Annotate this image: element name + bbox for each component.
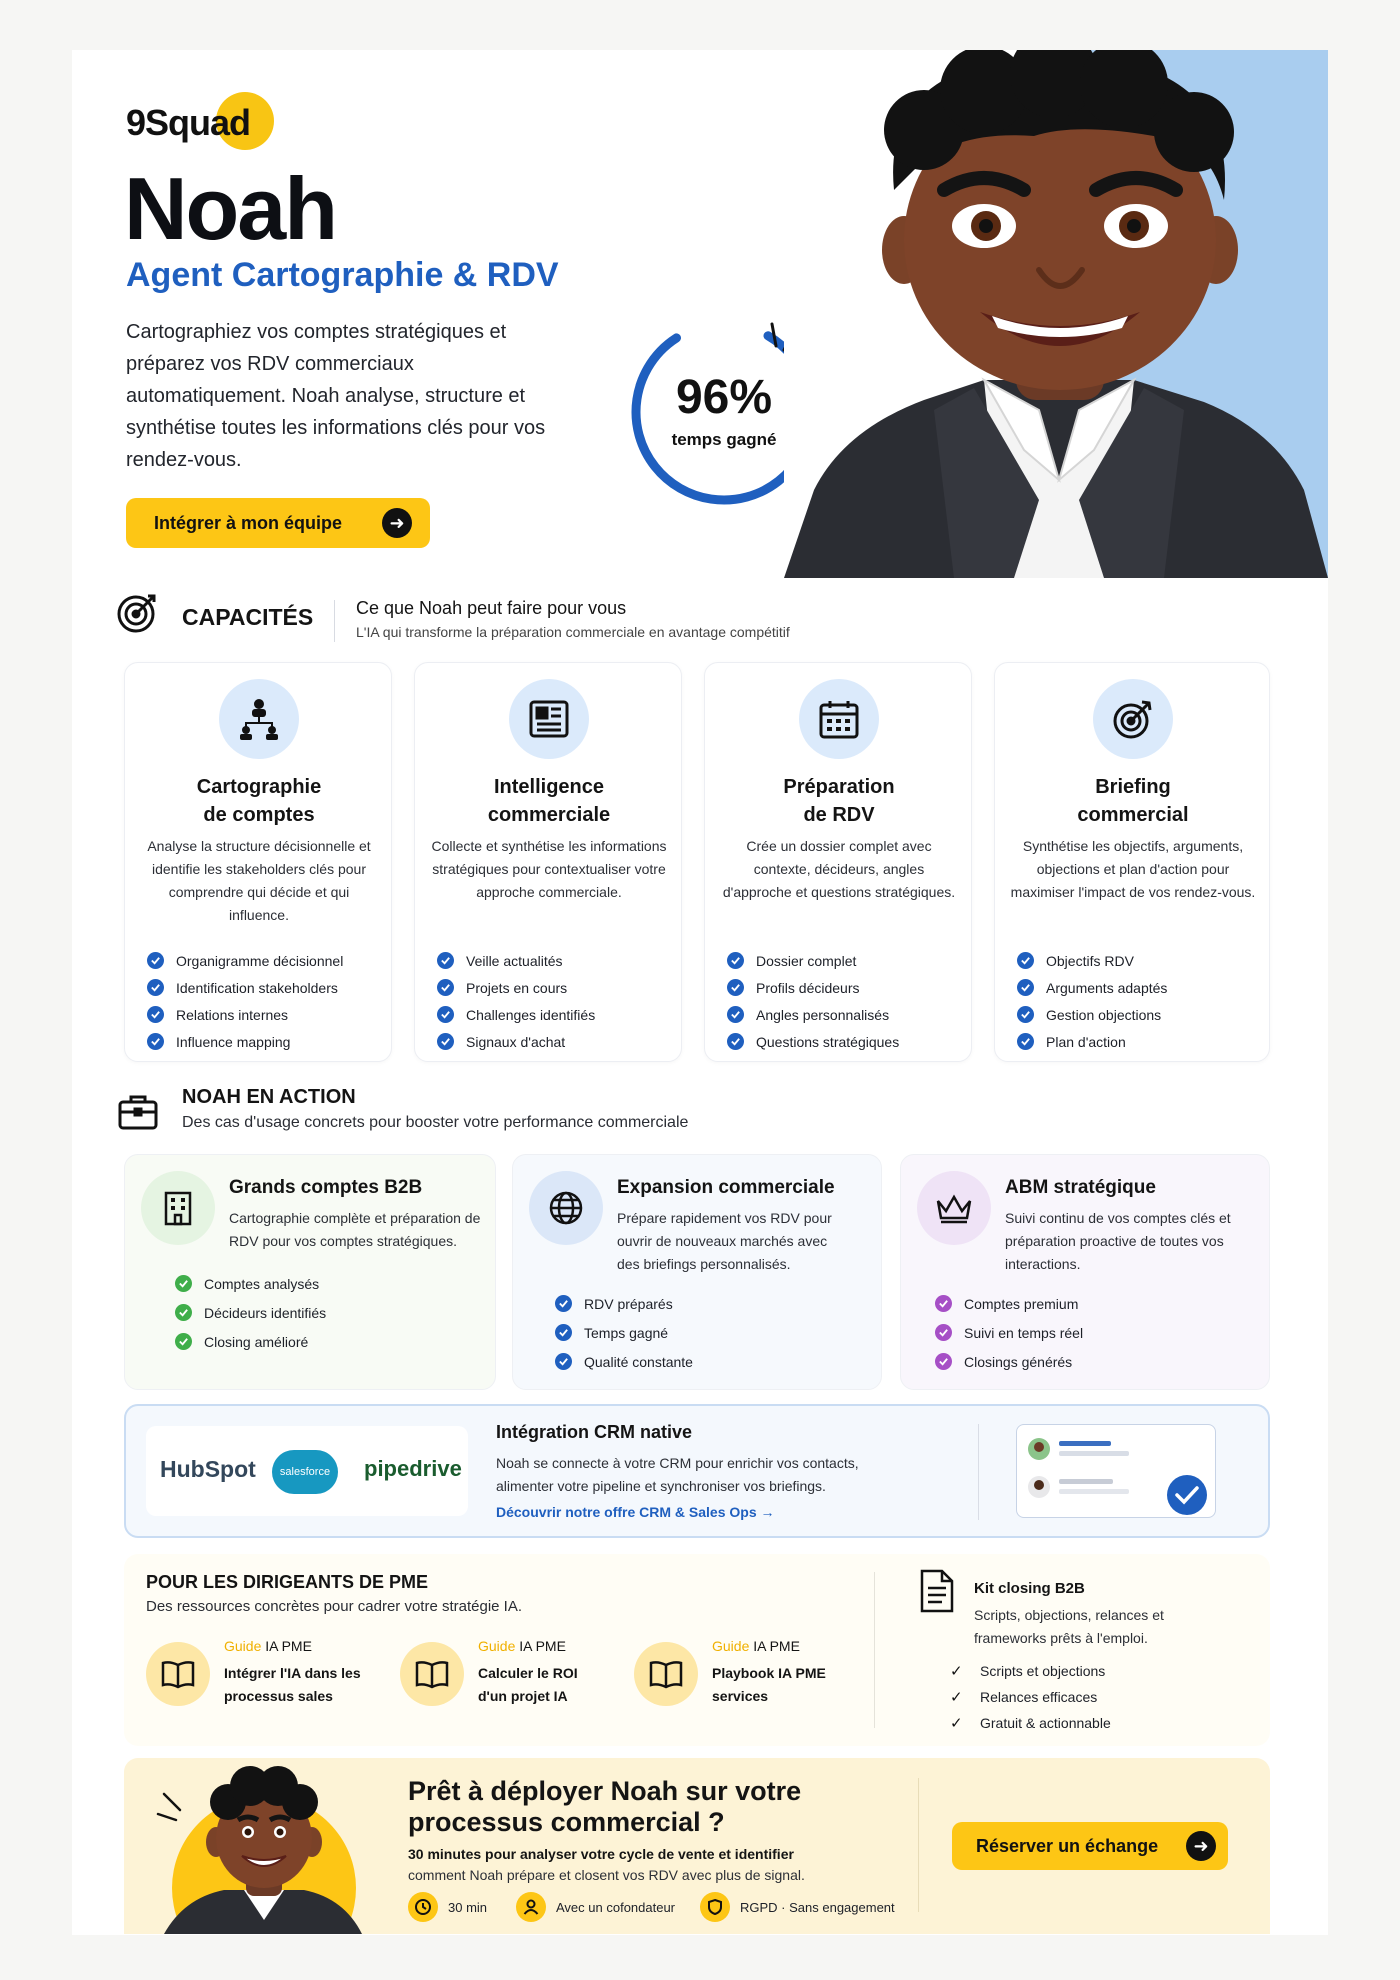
action-title: NOAH EN ACTION xyxy=(182,1086,356,1108)
guide-title: Calculer le ROI d'un projet IA xyxy=(478,1665,578,1704)
check-icon xyxy=(437,952,454,969)
check-icon xyxy=(437,1006,454,1023)
kit-item xyxy=(950,1684,1111,1710)
feature-list xyxy=(727,947,899,1055)
kit-item-label: Gratuit & actionnable xyxy=(980,1715,1111,1731)
kit-item-label: Relances efficaces xyxy=(980,1689,1098,1705)
use-case-card xyxy=(512,1154,882,1390)
capability-card xyxy=(124,662,392,1062)
chip-label: RGPD · Sans engagement xyxy=(740,1899,895,1915)
cta-divider xyxy=(918,1778,919,1912)
crm-title: Intégration CRM native xyxy=(496,1422,693,1442)
capability-card xyxy=(994,662,1270,1062)
check-icon xyxy=(437,1033,454,1050)
use-case-label: RDV préparés xyxy=(584,1295,673,1312)
globe-icon xyxy=(529,1171,603,1245)
use-case-title: ABM stratégique xyxy=(1005,1177,1156,1198)
kit-item-label: Scripts et objections xyxy=(980,1663,1106,1679)
capability-card xyxy=(704,662,972,1062)
feature-item xyxy=(437,1028,595,1055)
feature-item xyxy=(147,1001,343,1028)
gdpr-chip xyxy=(700,1892,895,1922)
feature-label: Questions stratégiques xyxy=(756,1033,900,1050)
user-icon xyxy=(516,1892,546,1922)
chip-label: 30 min xyxy=(448,1899,488,1915)
document-icon xyxy=(916,1568,956,1614)
card-description: Collecte et synthétise les informations stratégiques pour contextualiser votre approche commerciale. xyxy=(431,838,667,900)
shield-icon xyxy=(700,1892,730,1922)
use-case-description: Prépare rapidement vos RDV pour ouvrir de nouveaux marchés avec des briefings personnalisés. xyxy=(617,1210,832,1272)
guide-title: Playbook IA PME services xyxy=(712,1665,826,1704)
check-icon xyxy=(555,1295,572,1312)
check-icon xyxy=(1017,952,1034,969)
use-case-description: Suivi continu de vos comptes clés et préparation proactive de toutes vos interactions. xyxy=(1005,1210,1231,1272)
guide-tag-label: Guide xyxy=(478,1638,516,1654)
kit-item xyxy=(950,1710,1111,1736)
salesforce-logo: salesforce xyxy=(272,1450,338,1494)
check-icon xyxy=(727,1033,744,1050)
use-case-label: Temps gagné xyxy=(584,1324,669,1341)
check-icon xyxy=(555,1324,572,1341)
use-case-description: Cartographie complète et préparation de RDV pour vos comptes stratégiques. xyxy=(229,1210,481,1249)
check-icon xyxy=(175,1304,192,1321)
pme-resources-section xyxy=(124,1554,1270,1746)
check-icon xyxy=(727,979,744,996)
feature-label: Relations internes xyxy=(176,1006,289,1023)
feature-item xyxy=(727,947,899,974)
crm-offer-link-label: Découvrir notre offre CRM & Sales Ops xyxy=(496,1504,757,1520)
org-chart-icon xyxy=(219,679,299,759)
pme-divider xyxy=(874,1572,875,1728)
guide-tag xyxy=(712,1638,800,1654)
feature-list xyxy=(1017,947,1167,1055)
book-exchange-button[interactable] xyxy=(952,1822,1228,1870)
kit-description: Scripts, objections, relances et frameworks prêts à l'emploi. xyxy=(974,1607,1164,1646)
target-icon xyxy=(116,590,160,634)
book-icon xyxy=(400,1642,464,1706)
integrate-team-button[interactable] xyxy=(126,498,430,548)
guide-card[interactable] xyxy=(634,1638,854,1718)
book-icon xyxy=(146,1642,210,1706)
card-title-line: Cartographie xyxy=(196,776,322,798)
guide-tag-suffix: IA PME xyxy=(265,1638,312,1654)
use-case-list xyxy=(175,1269,326,1356)
feature-item xyxy=(727,1028,899,1055)
book-exchange-label: Réserver un échange xyxy=(976,1835,1159,1856)
kit-title: Kit closing B2B xyxy=(974,1580,1085,1597)
gauge-label: temps gagné xyxy=(671,430,777,449)
use-case-label: Décideurs identifiés xyxy=(204,1304,327,1321)
use-case-item xyxy=(175,1269,326,1298)
use-case-label: Comptes premium xyxy=(964,1295,1079,1312)
clock-icon xyxy=(408,1892,438,1922)
use-case-title: Grands comptes B2B xyxy=(229,1177,423,1198)
newspaper-icon xyxy=(509,679,589,759)
page xyxy=(72,50,1328,1935)
check-icon xyxy=(1017,1033,1034,1050)
cta-description-bold: 30 minutes pour analyser votre cycle de vente et identifier xyxy=(408,1846,794,1862)
building-icon xyxy=(141,1171,215,1245)
checkmark-icon: ✓ xyxy=(950,1715,963,1732)
feature-label: Angles personnalisés xyxy=(756,1006,890,1023)
noah-avatar xyxy=(124,1758,374,1934)
cta-banner xyxy=(124,1758,1270,1934)
check-icon xyxy=(727,1006,744,1023)
check-icon xyxy=(935,1295,952,1312)
check-icon xyxy=(1017,979,1034,996)
feature-item xyxy=(147,1028,343,1055)
check-icon xyxy=(147,979,164,996)
target-icon xyxy=(1093,679,1173,759)
checkmark-icon: ✓ xyxy=(950,1663,963,1680)
use-case-item xyxy=(175,1298,326,1327)
capability-card xyxy=(414,662,682,1062)
use-case-item xyxy=(935,1289,1083,1318)
integrate-team-label: Intégrer à mon équipe xyxy=(154,512,343,533)
check-icon xyxy=(147,1033,164,1050)
duration-chip xyxy=(408,1892,487,1922)
cta-description xyxy=(408,1844,868,1886)
feature-label: Projets en cours xyxy=(466,979,568,996)
hero-subtitle: Agent Cartographie & RDV xyxy=(126,256,559,294)
logo-text: 9Squad xyxy=(126,102,251,143)
feature-list xyxy=(437,947,595,1055)
guide-tag xyxy=(478,1638,566,1654)
use-case-list xyxy=(555,1289,693,1376)
cta-title: Prêt à déployer Noah sur votre processus commercial ? xyxy=(408,1776,802,1837)
use-case-label: Suivi en temps réel xyxy=(964,1324,1084,1341)
card-title-line: commerciale xyxy=(487,804,611,826)
check-icon xyxy=(147,1006,164,1023)
guide-tag-suffix: IA PME xyxy=(753,1638,800,1654)
section-divider xyxy=(334,600,335,642)
gauge-value: 96% xyxy=(675,371,773,424)
feature-label: Plan d'action xyxy=(1046,1033,1126,1050)
guide-tag-suffix: IA PME xyxy=(519,1638,566,1654)
feature-label: Gestion objections xyxy=(1046,1006,1162,1023)
use-case-item xyxy=(555,1289,693,1318)
check-icon xyxy=(1017,1006,1034,1023)
feature-item xyxy=(1017,1028,1167,1055)
check-icon xyxy=(727,952,744,969)
use-case-label: Closings générés xyxy=(964,1353,1073,1370)
crm-offer-link[interactable] xyxy=(496,1504,775,1520)
use-case-title: Expansion commerciale xyxy=(617,1177,835,1198)
hero-section xyxy=(72,50,1328,578)
chip-label: Avec un cofondateur xyxy=(556,1899,676,1915)
feature-label: Objectifs RDV xyxy=(1046,952,1134,969)
card-title-line: de comptes xyxy=(203,804,315,826)
checkmark-icon: ✓ xyxy=(950,1689,963,1706)
card-title-line: Intelligence xyxy=(493,776,605,798)
feature-label: Signaux d'achat xyxy=(466,1033,566,1050)
check-icon xyxy=(555,1353,572,1370)
check-icon xyxy=(175,1275,192,1292)
feature-item xyxy=(1017,974,1167,1001)
check-icon xyxy=(935,1324,952,1341)
crm-logos xyxy=(146,1426,468,1516)
feature-label: Dossier complet xyxy=(756,952,857,969)
capacites-title: CAPACITÉS xyxy=(182,604,314,630)
use-case-label: Closing amélioré xyxy=(204,1333,309,1350)
feature-item xyxy=(437,1001,595,1028)
card-description: Crée un dossier complet avec contexte, décideurs, angles d'approche et questions stratégiques. xyxy=(722,838,956,900)
pme-subtitle: Des ressources concrètes pour cadrer votre stratégie IA. xyxy=(146,1598,522,1615)
feature-item xyxy=(147,947,343,974)
check-icon xyxy=(147,952,164,969)
feature-label: Organigramme décisionnel xyxy=(176,952,344,969)
hero-description: Cartographiez vos comptes stratégiques et préparez vos RDV commerciaux automatiquement. Noah analyse, structure et synthétise toutes les informations clés pour vos rendez-vous. xyxy=(126,321,546,471)
feature-item xyxy=(1017,947,1167,974)
crm-divider xyxy=(978,1424,979,1520)
card-description: Synthétise les objectifs, arguments, objections et plan d'action pour maximiser l'impact de vos rendez-vous. xyxy=(1010,838,1256,900)
pipedrive-logo: pipedrive xyxy=(364,1456,462,1481)
use-case-label: Qualité constante xyxy=(584,1353,693,1370)
card-description: Analyse la structure décisionnelle et identifie les stakeholders clés pour comprendre qui décide et qui influence. xyxy=(147,838,371,923)
use-case-card xyxy=(124,1154,496,1390)
check-icon xyxy=(437,979,454,996)
crown-icon xyxy=(917,1171,991,1245)
arrow-right-icon: ➜ xyxy=(382,508,412,538)
use-case-label: Comptes analysés xyxy=(204,1275,320,1292)
feature-label: Identification stakeholders xyxy=(176,979,338,996)
feature-item xyxy=(147,974,343,1001)
book-icon xyxy=(634,1642,698,1706)
feature-label: Challenges identifiés xyxy=(466,1006,596,1023)
guide-card[interactable] xyxy=(400,1638,620,1718)
feature-label: Influence mapping xyxy=(176,1033,291,1050)
kit-item xyxy=(950,1658,1111,1684)
card-title-line: de RDV xyxy=(803,804,875,826)
contact-list-icon xyxy=(1017,1425,1217,1519)
guide-tag-label: Guide xyxy=(224,1638,262,1654)
capacites-heading: Ce que Noah peut faire pour vous xyxy=(356,598,627,618)
pme-title: POUR LES DIRIGEANTS DE PME xyxy=(146,1572,429,1592)
cofounder-chip xyxy=(516,1892,675,1922)
use-case-item xyxy=(935,1347,1083,1376)
card-title xyxy=(715,773,963,829)
feature-item xyxy=(1017,1001,1167,1028)
kit-list xyxy=(950,1658,1111,1736)
check-icon xyxy=(175,1333,192,1350)
card-title xyxy=(135,773,383,829)
arrow-right-icon: → xyxy=(760,1504,775,1520)
guide-tag xyxy=(224,1638,312,1654)
cta-description-text: comment Noah prépare et closent vos RDV avec plus de signal. xyxy=(408,1867,805,1883)
use-case-list xyxy=(935,1289,1083,1376)
hero-title: Noah xyxy=(124,159,336,258)
guide-tag-label: Guide xyxy=(712,1638,750,1654)
calendar-icon xyxy=(799,679,879,759)
arrow-right-icon: ➜ xyxy=(1186,1831,1216,1861)
hubspot-logo: HubSpot xyxy=(160,1456,256,1482)
guide-card[interactable] xyxy=(146,1638,366,1718)
crm-contact-mockup xyxy=(1016,1424,1216,1518)
noah-portrait xyxy=(784,50,1328,578)
guide-title: Intégrer l'IA dans les processus sales xyxy=(224,1665,361,1704)
feature-item xyxy=(727,1001,899,1028)
card-title xyxy=(1005,773,1261,829)
use-case-item xyxy=(555,1347,693,1376)
crm-integration-banner xyxy=(124,1404,1270,1538)
feature-item xyxy=(437,974,595,1001)
card-title-line: Briefing xyxy=(1095,776,1171,798)
card-title-line: Préparation xyxy=(783,776,895,798)
feature-label: Arguments adaptés xyxy=(1046,979,1168,996)
use-case-item xyxy=(555,1318,693,1347)
feature-label: Profils décideurs xyxy=(756,979,860,996)
crm-description: Noah se connecte à votre CRM pour enrichir vos contacts, alimenter votre pipeline et synchroniser vos briefings. xyxy=(496,1455,859,1494)
use-case-card xyxy=(900,1154,1270,1390)
card-title-line: commercial xyxy=(1077,804,1189,826)
feature-item xyxy=(727,974,899,1001)
brand-logo[interactable] xyxy=(126,88,286,152)
briefcase-icon xyxy=(116,1090,160,1134)
capacites-subheading: L'IA qui transforme la préparation commerciale en avantage compétitif xyxy=(356,624,790,640)
use-case-item xyxy=(935,1318,1083,1347)
feature-item xyxy=(437,947,595,974)
check-icon xyxy=(935,1353,952,1370)
feature-label: Veille actualités xyxy=(466,952,563,969)
use-case-item xyxy=(175,1327,326,1356)
action-subtitle: Des cas d'usage concrets pour booster votre performance commerciale xyxy=(182,1114,689,1131)
card-title xyxy=(425,773,673,829)
feature-list xyxy=(147,947,343,1055)
